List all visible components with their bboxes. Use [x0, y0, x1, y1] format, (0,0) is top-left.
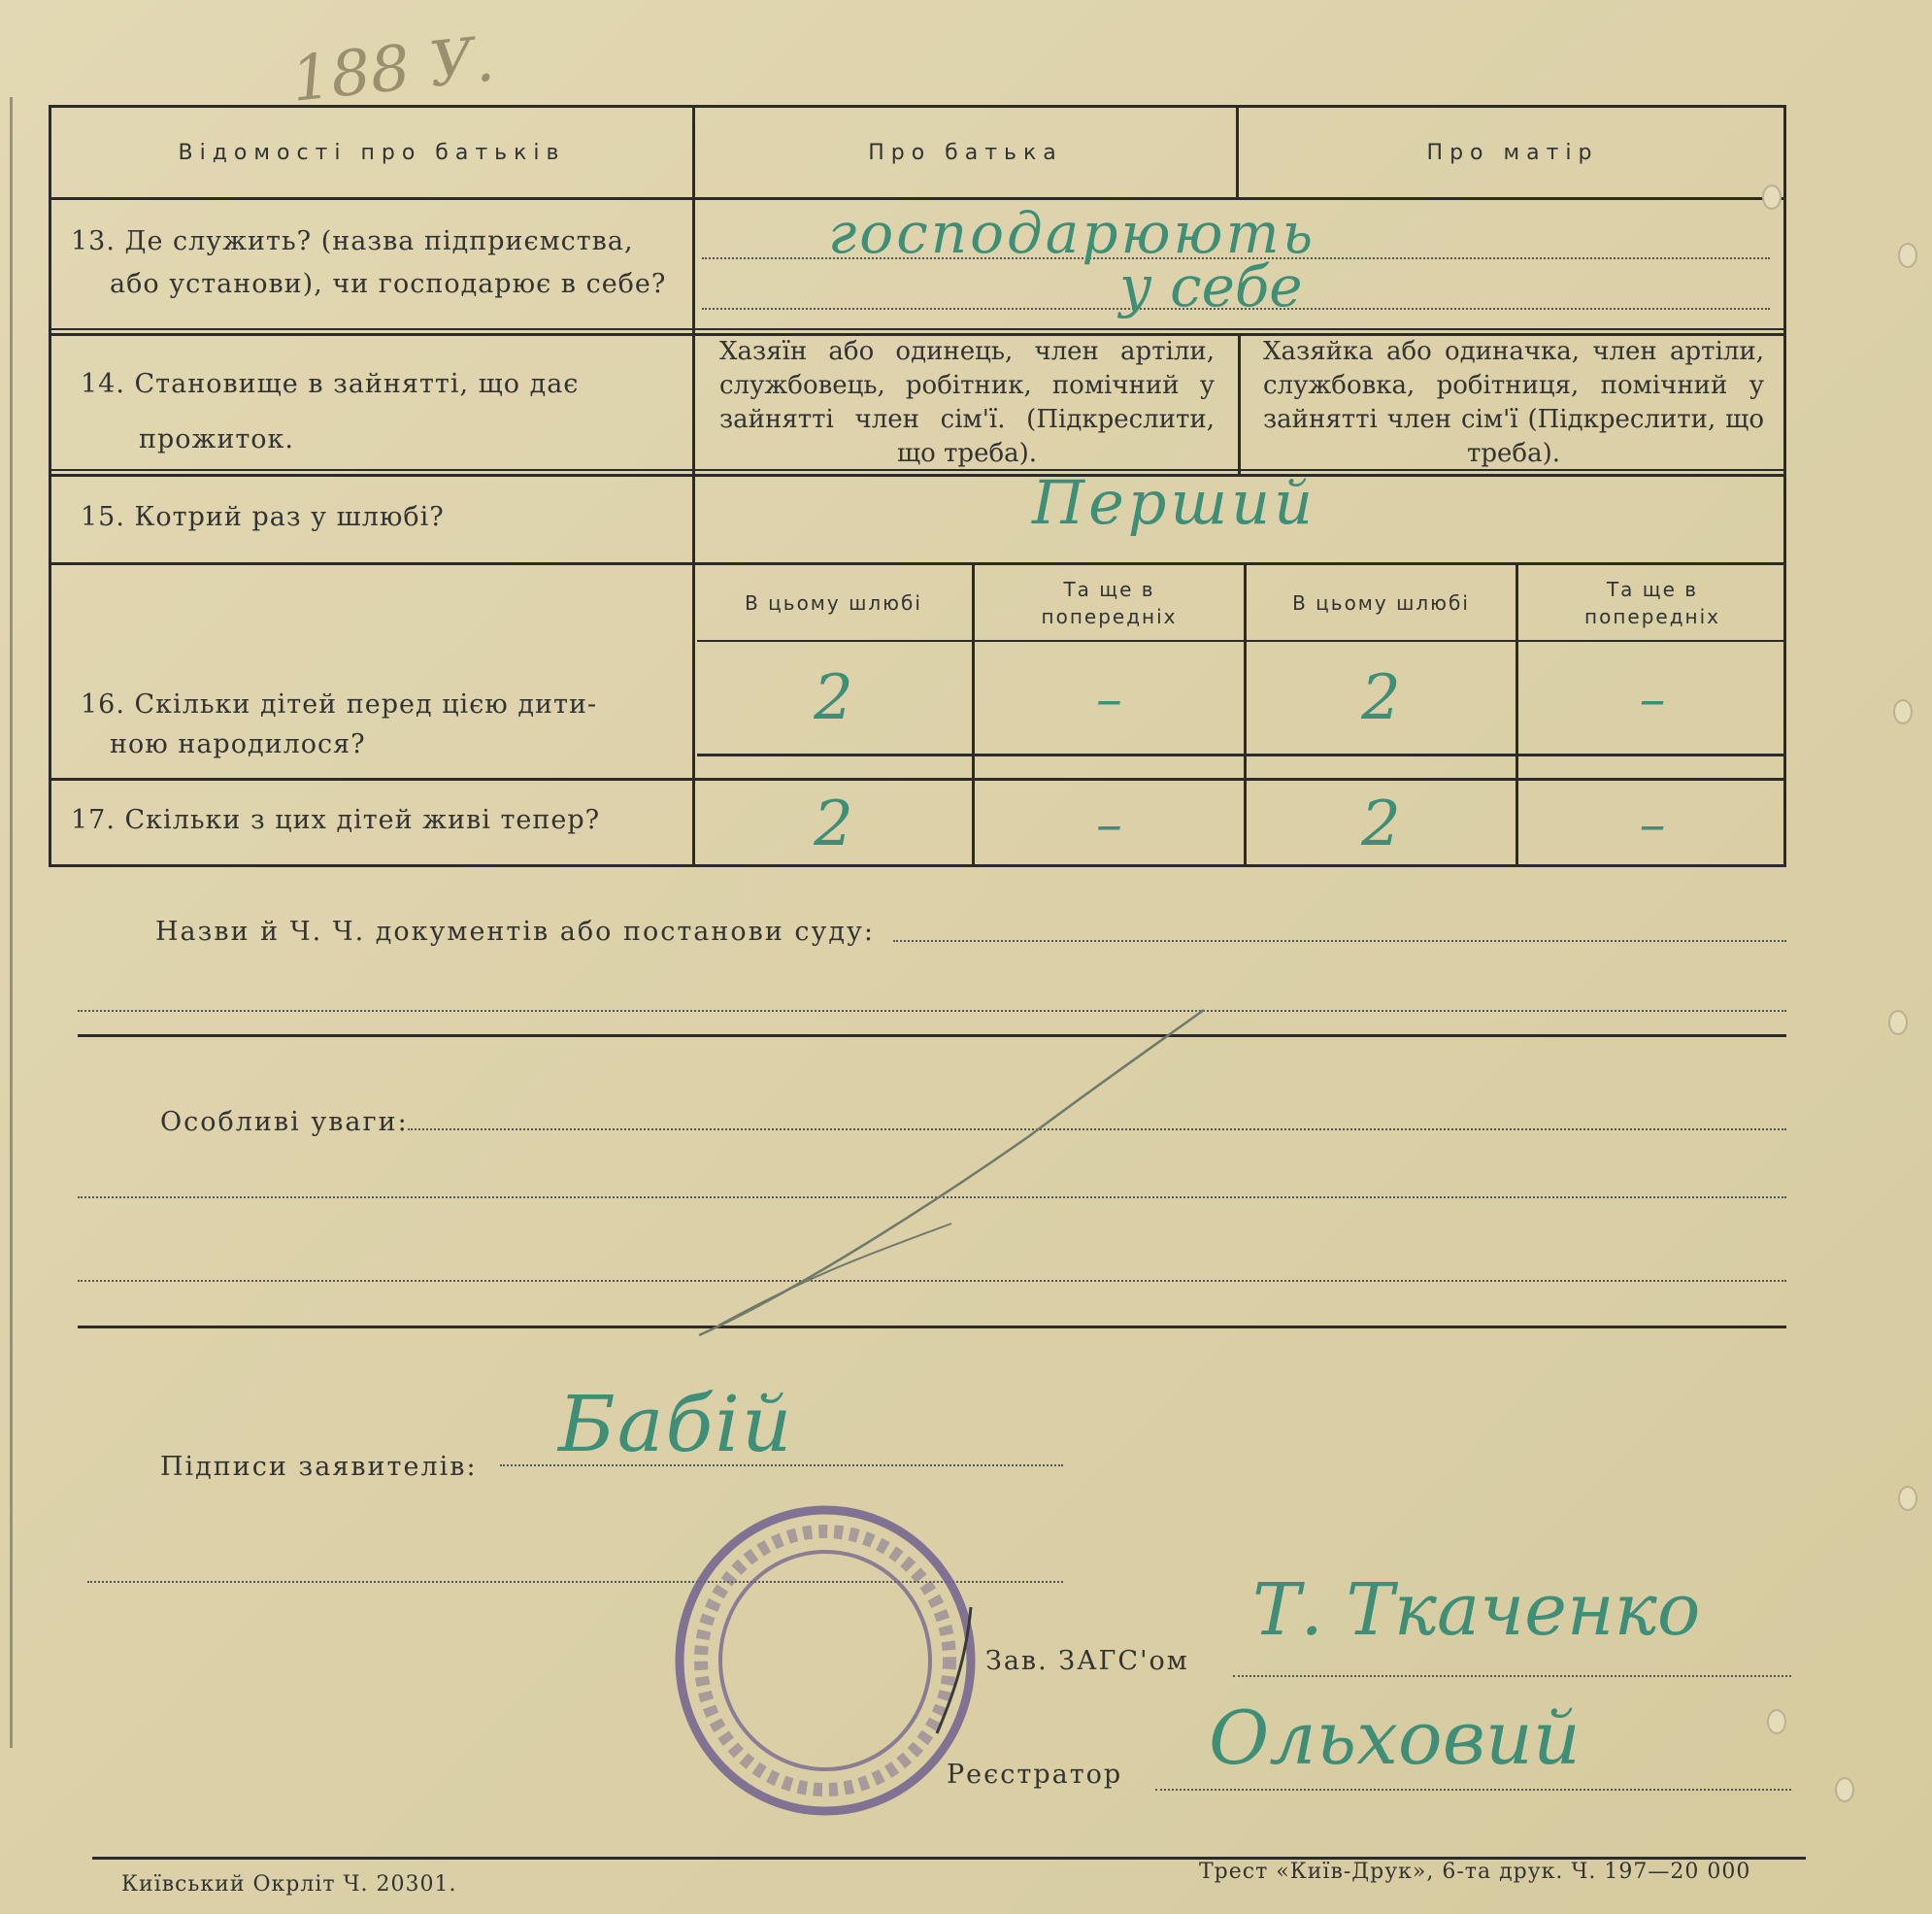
binding-hole	[1762, 185, 1782, 210]
remarks-label: Особливі уваги:	[160, 1107, 409, 1137]
subheader-mother-this-marriage: В цьому шлюбі	[1292, 590, 1470, 615]
q16-mother-prev: –	[1639, 667, 1666, 729]
table-column-divider	[1238, 333, 1241, 474]
q14-mother-options: Хазяйка або одиначка, член артіли, службовка, робітниця, помічний у зайнятті член сім'ї (Підкреслити, що треба).	[1263, 337, 1764, 468]
q17-father-prev: –	[1096, 793, 1122, 855]
documents-line	[893, 940, 1786, 942]
binding-hole	[1898, 1486, 1917, 1511]
q17-mother-prev: –	[1639, 793, 1666, 855]
registrar-label: Реєстратор	[947, 1760, 1123, 1790]
q13-answer-line1: господарюють	[828, 200, 1316, 266]
binding-hole	[1898, 243, 1917, 268]
binding-hole	[1893, 699, 1913, 724]
binding-hole	[1888, 1010, 1908, 1035]
q15-answer: Перший	[1032, 467, 1317, 538]
footer-right-imprint: Трест «Київ-Друк», 6-та друк. Ч. 197—20 000	[1199, 1860, 1751, 1884]
registrar-signature: Ольховий	[1209, 1695, 1581, 1781]
q15-label: 15. Котрий раз у шлюбі?	[81, 502, 445, 532]
q13-answer-line2: у себе	[1119, 253, 1303, 319]
q13-line1: 13. Де служить? (назва підприємства,	[71, 226, 634, 256]
q13-line2: або установи), чи господарює в себе?	[110, 269, 667, 299]
cancellation-stroke	[680, 1000, 1223, 1350]
q16-line1: 16. Скільки дітей перед цією дити-	[81, 689, 598, 720]
parents-info-table	[49, 105, 1786, 867]
applicant-signature: Бабій	[558, 1379, 794, 1469]
q14-father-options: Хазяїн або одинець, член артіли, службовець, робітник, помічний у зайнятті член сім'ї. (Підкреслити, що треба).	[719, 337, 1215, 468]
q14-line1: 14. Становище в зайнятті, що дає	[81, 369, 580, 399]
header-parents-info: Відомості про батьків	[178, 140, 566, 165]
footer-left-imprint: Київський Окрліт Ч. 20301.	[121, 1872, 457, 1897]
table-rule	[51, 328, 1786, 330]
q17-mother-this: 2	[1361, 788, 1401, 860]
page-edge-line	[10, 97, 13, 1748]
archive-number: 188 У.	[287, 23, 498, 117]
head-zags-signature: Т. Ткаченко	[1252, 1568, 1701, 1652]
binding-hole	[1767, 1709, 1786, 1734]
q17-father-this: 2	[814, 788, 853, 860]
header-about-mother: Про матір	[1426, 140, 1599, 165]
subheader-mother-previous: Та ще в попередніх	[1584, 577, 1720, 628]
q14-line2: прожиток.	[139, 424, 295, 454]
table-rule	[697, 754, 1786, 756]
table-column-divider	[692, 108, 695, 867]
q16-father-prev: –	[1096, 667, 1122, 729]
head-zags-label: Зав. ЗАГС'ом	[985, 1646, 1189, 1676]
table-rule	[697, 640, 1786, 642]
q16-line2: ною народилося?	[110, 729, 366, 759]
binding-hole	[1835, 1777, 1854, 1802]
q16-father-this: 2	[814, 662, 853, 734]
head-zags-line	[1233, 1675, 1791, 1677]
registrar-line	[1155, 1789, 1791, 1791]
table-rule	[51, 474, 1786, 477]
stamp-bracket-mark	[927, 1602, 985, 1738]
documents-label: Назви й Ч. Ч. документів або постанови суду:	[155, 917, 876, 947]
header-about-father: Про батька	[868, 140, 1063, 165]
q17-label: 17. Скільки з цих дітей живі тепер?	[71, 805, 601, 835]
q16-mother-this: 2	[1361, 662, 1401, 734]
signatures-label: Підписи заявителів:	[160, 1452, 478, 1482]
subheader-father-this-marriage: В цьому шлюбі	[745, 590, 922, 615]
subheader-father-previous: Та ще в попередніх	[1041, 577, 1178, 628]
